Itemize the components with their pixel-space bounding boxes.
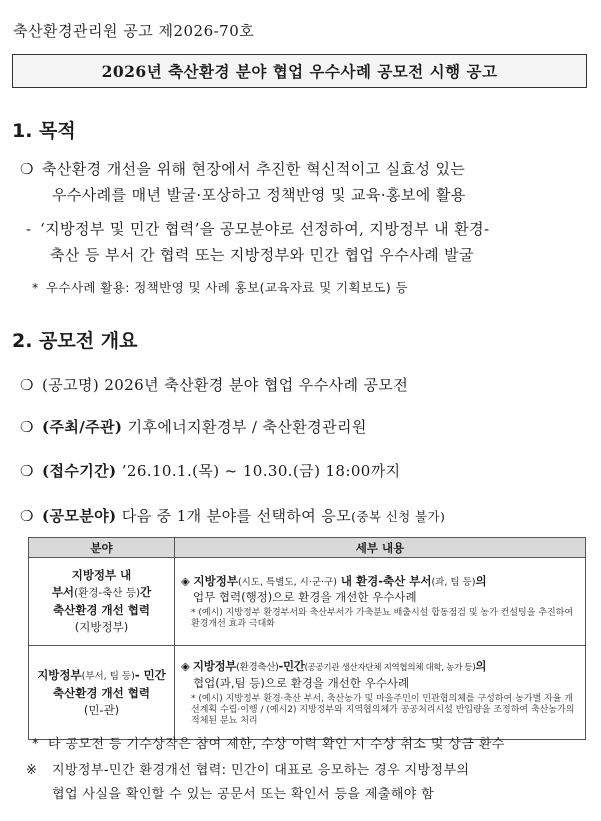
overview-period xyxy=(20,460,401,481)
label-period: (접수기간) xyxy=(42,462,117,480)
reference-mark-icon: ※ xyxy=(26,763,38,778)
cat-text: 축산환경 개선 협력 xyxy=(53,603,150,617)
purpose-sub-line1: ‘지방정부 및 민간 협력’을 공모분야로 선정하여, 지방정부 내 환경- xyxy=(40,220,490,238)
table-row xyxy=(29,646,586,740)
circle-bullet-icon: ❍ xyxy=(20,160,34,178)
star-icon: * xyxy=(191,693,196,704)
purpose-item-1 xyxy=(20,158,465,179)
detail-text: 의 xyxy=(475,658,487,673)
detail-text: -민간 xyxy=(278,658,305,673)
value-name: 2026년 축산환경 분야 협업 우수사례 공모전 xyxy=(99,376,409,394)
cat-text: (부서, 팀 등) xyxy=(81,670,135,682)
detail-example xyxy=(181,608,579,630)
section-heading-overview: 2. 공모전 개요 xyxy=(12,330,138,352)
detail-text: 지방정부 xyxy=(192,658,237,673)
cat-text: 지방정부 xyxy=(37,667,82,682)
cat-text: (민-관) xyxy=(83,702,120,717)
footnote-1-text: 타 공모전 등 기수상작은 참여 제한, 수상 이력 확인 시 수상 취소 및 상금 환수 xyxy=(48,737,505,752)
circle-bullet-icon: ❍ xyxy=(20,376,34,394)
purpose-item-1-cont xyxy=(52,184,466,205)
overview-host xyxy=(20,416,367,437)
value-period: ’26.10.1.(목) ~ 10.30.(금) 18:00까지 xyxy=(116,462,401,480)
purpose-note-text: 우수사례 활용: 정책반영 및 사례 홍보(교육자료 및 기획보도) 등 xyxy=(46,280,409,295)
footnote-2-text: 지방정부-민간 환경개선 협력: 민간이 대표로 응모하는 경우 지방정부의 xyxy=(52,763,470,778)
dash-bullet-icon: - xyxy=(26,220,32,238)
detail-text: 내 환경-축산 부서 xyxy=(336,573,432,588)
detail-text: 협업(과,팀 등)으로 환경을 개선한 우수사례 xyxy=(193,675,410,690)
detail-text: (공공기관 생산자단체 지역협의체 대학, 농가 등) xyxy=(304,662,476,673)
detail-text: 업무 협력(행정)으로 환경을 개선한 우수사례 xyxy=(193,589,417,604)
detail-text: (시도, 특별도, 시·군·구) xyxy=(237,576,337,588)
star-icon: * xyxy=(191,607,196,618)
footnote-1 xyxy=(32,733,505,752)
cat-text: 지방정부 내 xyxy=(71,568,132,582)
detail-text: (환경축산) xyxy=(236,661,279,673)
table-header-detail: 세부 내용 xyxy=(175,538,586,558)
category-table xyxy=(28,537,586,740)
example-text: (예시) 지방정부 환경부서와 축산부서가 가축분뇨 배출시설 합동점검 및 농가 컨설팅을 추진하여 환경개선 효과 극대화 xyxy=(191,607,574,629)
label-host: (주최/주관) xyxy=(42,418,123,436)
purpose-note xyxy=(32,278,408,296)
cat-text: - 민간 xyxy=(134,667,166,682)
label-name: (공고명) xyxy=(42,376,100,394)
notice-number: 축산환경관리원 공고 제2026-70호 xyxy=(13,22,255,40)
star-icon: * xyxy=(32,280,39,295)
detail-text: 지방정부 xyxy=(193,573,238,588)
diamond-icon: ◈ xyxy=(181,658,190,673)
section-heading-purpose: 1. 목적 xyxy=(12,120,76,142)
value-field-note: (중복 신청 불가) xyxy=(351,509,446,524)
circle-bullet-icon: ❍ xyxy=(20,462,34,480)
purpose-item-2 xyxy=(26,218,489,239)
table-header-category: 분야 xyxy=(29,538,175,558)
table-header-row xyxy=(29,538,586,558)
example-text: (예시) 지방정부 환경·축산 부서, 축산농가 및 마을주민이 민관협의체를 구성하여 농가별 자율 개선계획 수립·이행 / (예시2) 지방정부와 지역협의체가 공공처리시설 반입량을 조정하여 축산농가의 적체된 분뇨 처리 xyxy=(191,693,575,726)
overview-field xyxy=(20,505,445,526)
table-cell-detail xyxy=(175,646,586,740)
value-host: 기후에너지환경부 / 축산환경관리원 xyxy=(122,418,367,436)
table-cell-category xyxy=(29,646,175,740)
circle-bullet-icon: ❍ xyxy=(20,507,34,525)
cat-text: 부서 xyxy=(51,585,75,599)
table-cell-category xyxy=(29,558,175,646)
page-title xyxy=(12,54,587,88)
footnote-2-cont xyxy=(52,783,434,802)
footnote-2-text-line2: 협업 사실을 확인할 수 있는 공문서 또는 확인서 등을 제출해야 함 xyxy=(52,787,435,802)
cat-text: (지방정부) xyxy=(74,620,129,634)
table-cell-detail xyxy=(175,558,586,646)
diamond-icon: ◈ xyxy=(181,573,190,588)
purpose-sub-line2: 축산 등 부서 간 협력 또는 지방정부와 민간 협업 우수사례 발굴 xyxy=(50,246,474,264)
cat-text: 축산환경 개선 협력 xyxy=(53,685,150,700)
purpose-text-line2: 우수사례를 매년 발굴·포상하고 정책반영 및 교육·홍보에 활용 xyxy=(52,186,466,204)
value-field: 다음 중 1개 분야를 선택하여 응모 xyxy=(116,507,352,525)
cat-text: 간 xyxy=(140,585,152,599)
detail-text: (과, 팀 등) xyxy=(431,576,476,588)
table-row xyxy=(29,558,586,646)
title-text: 2026년 축산환경 분야 협업 우수사례 공모전 시행 공고 xyxy=(101,62,498,81)
footnote-2 xyxy=(26,759,469,778)
label-field: (공모분야) xyxy=(42,507,117,525)
cat-text: (환경-축산 등) xyxy=(74,587,141,599)
detail-example xyxy=(181,694,579,727)
purpose-text-line1: 축산환경 개선을 위해 현장에서 추진한 혁신적이고 실효성 있는 xyxy=(42,160,466,178)
overview-name xyxy=(20,374,408,395)
star-icon: * xyxy=(32,737,39,752)
purpose-item-2-cont xyxy=(50,244,474,265)
detail-text: 의 xyxy=(475,573,487,588)
circle-bullet-icon: ❍ xyxy=(20,418,34,436)
